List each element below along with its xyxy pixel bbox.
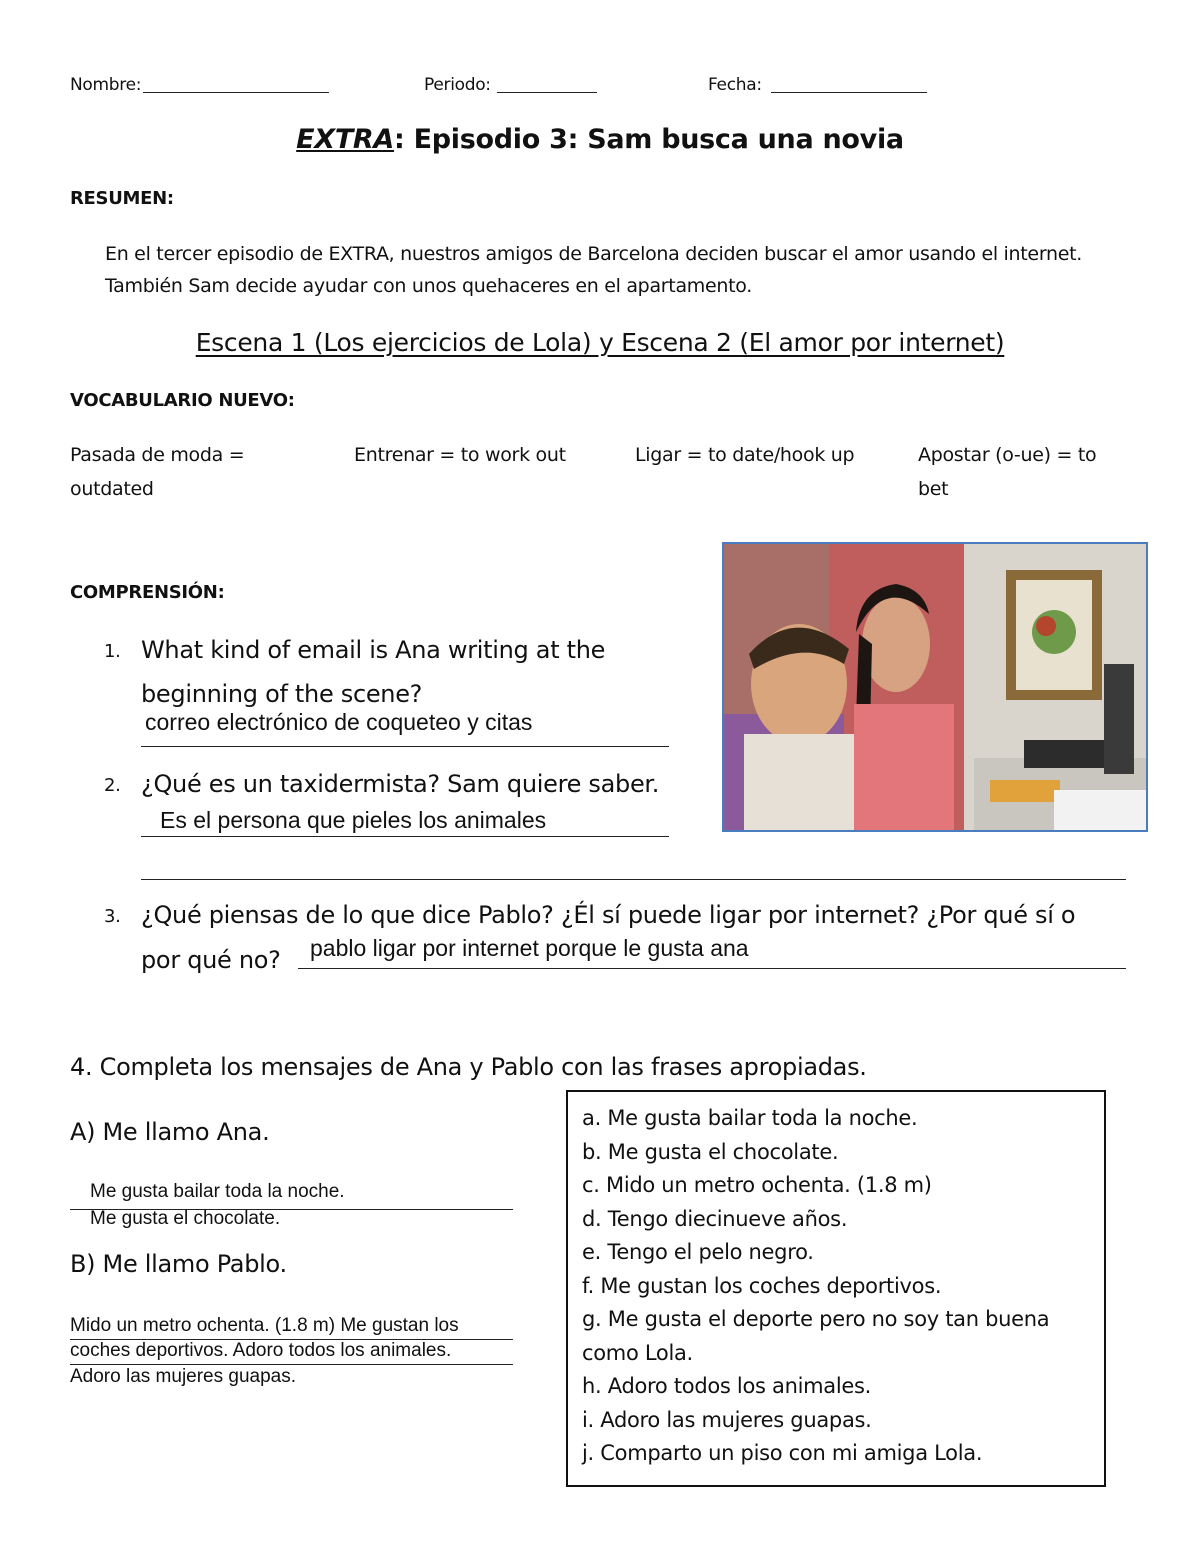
name-blank[interactable] <box>143 92 329 93</box>
vocab-heading: VOCABULARIO NUEVO: <box>70 390 295 411</box>
option-i: i. Adoro las mujeres guapas. <box>582 1407 872 1432</box>
option-g-continued: como Lola. <box>582 1340 693 1365</box>
vocab-item: Entrenar = to work out <box>354 444 566 466</box>
scene-photo-illustration <box>724 544 1146 830</box>
q2-text: ¿Qué es un taxidermista? Sam quiere saber. <box>141 770 660 798</box>
q1-text-line-1: What kind of email is Ana writing at the <box>141 636 606 664</box>
option-g: g. Me gusta el deporte pero no soy tan buena <box>582 1307 1050 1331</box>
option-f: f. Me gustan los coches deportivos. <box>582 1273 942 1298</box>
period-blank[interactable] <box>497 92 597 93</box>
q1-text-line-2: beginning of the scene? <box>141 680 423 708</box>
q3-text-line-1: ¿Qué piensas de lo que dice Pablo? ¿Él sí puede ligar por internet? ¿Por qué sí o <box>141 901 1076 929</box>
ana-label: A) Me llamo Ana. <box>70 1118 270 1146</box>
date-label: Fecha: <box>708 75 762 95</box>
date-blank[interactable] <box>771 92 927 93</box>
scene-photo <box>722 542 1148 832</box>
q3-answer-line <box>298 968 1126 969</box>
option-d: d. Tengo diecinueve años. <box>582 1206 848 1231</box>
resumen-heading: RESUMEN: <box>70 188 174 209</box>
period-label: Periodo: <box>424 75 491 95</box>
page-title <box>0 124 1200 155</box>
scene-title-text: Escena 1 (Los ejercicios de Lola) y Escena 2 (El amor por internet) <box>195 328 1005 357</box>
q2-extra-line <box>141 879 1126 880</box>
name-label: Nombre: <box>70 75 142 95</box>
q2-number: 2. <box>104 775 121 796</box>
pablo-answer-line-3[interactable]: Adoro las mujeres guapas. <box>70 1366 297 1387</box>
q2-answer-line <box>141 836 669 837</box>
q1-answer[interactable]: correo electrónico de coqueteo y citas <box>145 709 533 735</box>
pablo-answer-line-2[interactable]: coches deportivos. Adoro todos los animales. <box>70 1340 452 1361</box>
title-show: EXTRA <box>296 124 395 155</box>
q2-answer[interactable]: Es el persona que pieles los animales <box>160 807 547 833</box>
q1-number: 1. <box>104 641 121 662</box>
title-rest: : Episodio 3: Sam busca una novia <box>394 124 904 155</box>
phrase-options-box <box>566 1090 1106 1487</box>
resumen-line-1: En el tercer episodio de EXTRA, nuestros amigos de Barcelona deciden buscar el amor usando el internet. <box>105 243 1083 265</box>
option-c: c. Mido un metro ochenta. (1.8 m) <box>582 1173 932 1197</box>
comprension-heading: COMPRENSIÓN: <box>70 582 225 603</box>
option-j: j. Comparto un piso con mi amiga Lola. <box>582 1441 983 1465</box>
resumen-line-2: También Sam decide ayudar con unos quehaceres en el apartamento. <box>105 275 753 297</box>
vocab-item: Ligar = to date/hook up <box>635 444 855 466</box>
pablo-label: B) Me llamo Pablo. <box>70 1250 287 1278</box>
vocab-item: Pasada de moda = outdated <box>70 444 245 500</box>
option-h: h. Adoro todos los animales. <box>582 1374 872 1398</box>
q4-heading: 4. Completa los mensajes de Ana y Pablo con las frases apropiadas. <box>70 1053 867 1081</box>
ana-answer-line-1[interactable]: Me gusta bailar toda la noche. <box>90 1181 345 1202</box>
q3-number: 3. <box>104 906 121 927</box>
scene-title <box>0 328 1200 357</box>
option-e: e. Tengo el pelo negro. <box>582 1240 814 1264</box>
q3-answer[interactable]: pablo ligar por internet porque le gusta ana <box>310 935 749 961</box>
q3-text-line-2: por qué no? <box>141 946 281 974</box>
pablo-answer-line-1[interactable]: Mido un metro ochenta. (1.8 m) Me gustan los <box>70 1315 459 1336</box>
ana-answer-line-2[interactable]: Me gusta el chocolate. <box>90 1208 281 1229</box>
vocab-item: Apostar (o-ue) = to bet <box>918 444 1097 500</box>
q1-answer-line <box>141 746 669 747</box>
option-b: b. Me gusta el chocolate. <box>582 1139 839 1164</box>
option-a: a. Me gusta bailar toda la noche. <box>582 1106 918 1130</box>
